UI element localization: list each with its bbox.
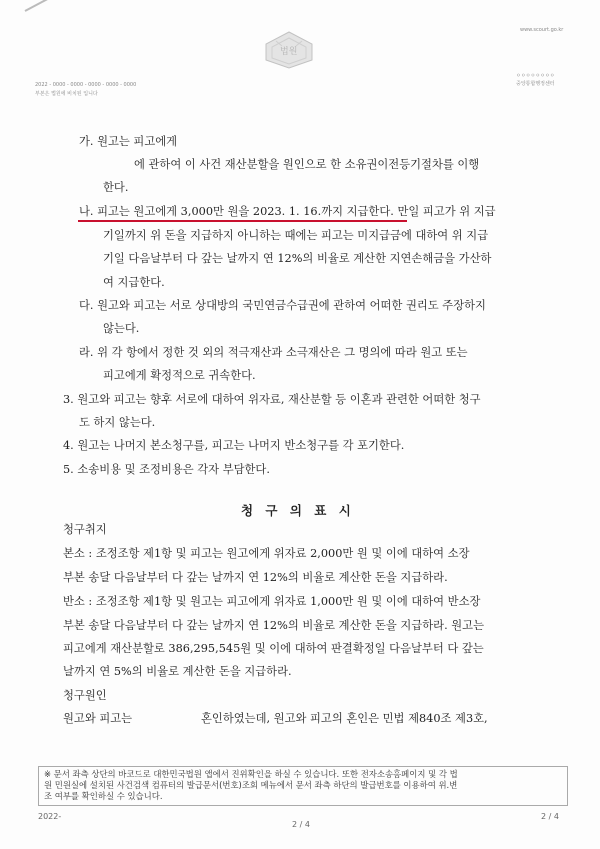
claim-cause-cont: 혼인하였는데, 원고와 피고의 혼인은 민법 제840조 제3호,: [201, 712, 488, 725]
claim-cause-start: 원고와 피고는: [63, 712, 133, 725]
header-right-code: ㅇㅇㅇㅇㅇㅇㅇㅇ: [516, 73, 555, 79]
clause-na: 나. 피고는 원고에게 3,000만 원을 2023. 1. 16.까지 지급한다. 만일 피고가 위 지급: [79, 205, 496, 218]
claim-purpose-label: 청구취지: [63, 523, 107, 536]
clause-3-end: 도 하지 않는다.: [79, 416, 156, 429]
counter-claim-cont2: 피고에게 재산분할로 386,295,545원 및 이에 대하여 판결확정일 다음날부터 다 갚는: [63, 642, 484, 655]
clause-da: 다. 원고와 피고는 서로 상대방의 국민연금수급권에 관하여 어떠한 권리도 주장하지: [79, 299, 486, 312]
clause-ra: 라. 위 각 항에서 정한 것 외의 적극재산과 소극재산은 그 명의에 따라 원고 또는: [79, 346, 468, 359]
red-underline: [78, 220, 407, 222]
clause-na-cont1: 기일까지 위 돈을 지급하지 아니하는 때에는 피고는 미지급금에 대하여 위 지급: [103, 229, 489, 242]
counter-claim-end: 날까지 연 5%의 비율로 계산한 돈을 지급하라.: [63, 665, 292, 678]
notice-line-1: ※ 문서 좌측 상단의 바코드로 대한민국법원 앱에서 진위확인을 하실 수 있습니다. 또한 전자소송홈페이지 및 각 법: [44, 769, 458, 779]
clause-na-end: 여 지급한다.: [103, 276, 165, 289]
clause-5: 5. 소송비용 및 조정비용은 각자 부담한다.: [63, 463, 270, 476]
court-seal-label: 법원: [280, 47, 298, 57]
main-claim: 본소 : 조정조항 제1항 및 피고는 원고에게 위자료 2,000만 원 및 이에 대하여 소장: [63, 547, 470, 560]
header-right-center: 중앙통합행정센터: [516, 81, 555, 87]
court-seal-icon: [262, 30, 316, 70]
issue-number: 2022-: [38, 812, 62, 821]
clause-ga-cont: 에 관하여 이 사건 재산분할을 원인으로 한 소유권이전등기절차를 이행: [134, 158, 480, 171]
header-copy-note: 부본은 법원에 비치된 입니다: [35, 91, 98, 97]
clause-ga-end: 한다.: [103, 181, 129, 194]
header-url: www.scourt.go.kr: [520, 27, 564, 33]
verification-notice: [38, 766, 568, 806]
main-claim-cont: 부본 송달 다음날부터 다 갚는 날까지 연 12%의 비율로 계산한 돈을 지급하라.: [63, 571, 448, 584]
counter-claim: 반소 : 조정조항 제1항 및 원고는 피고에게 위자료 1,000만 원 및 이에 대하여 반소장: [63, 595, 481, 608]
clause-na-cont2: 기일 다음날부터 다 갚는 날까지 연 12%의 비율로 계산한 지연손해금을 가산하: [103, 252, 492, 265]
section-heading: 청 구 의 표 시: [241, 503, 355, 518]
clause-3: 3. 원고와 피고는 향후 서로에 대하여 위자료, 재산분할 등 이혼과 관련한 어떠한 청구: [63, 393, 481, 406]
counter-claim-cont1: 부본 송달 다음날부터 다 갚는 날까지 연 12%의 비율로 계산한 돈을 지급하라. 원고는: [63, 619, 485, 632]
notice-line-3: 조 여부를 확인하실 수 있습니다.: [44, 791, 163, 801]
scan-mark: [25, 0, 61, 12]
page-number-center: 2 / 4: [292, 820, 310, 829]
notice-line-2: 원 민원실에 설치된 사건검색 컴퓨터의 발급문서(번호)조회 메뉴에서 문서 좌측 하단의 발급번호를 이용하여 위.변: [44, 780, 458, 790]
clause-da-end: 않는다.: [103, 322, 140, 335]
clause-ga: 가. 원고는 피고에게: [79, 135, 178, 148]
clause-ra-end: 피고에게 확정적으로 귀속한다.: [103, 369, 256, 382]
clause-4: 4. 원고는 나머지 본소청구를, 피고는 나머지 반소청구를 각 포기한다.: [63, 439, 405, 452]
header-issue-code: 2022 - 0000 - 0000 - 0000 - 0000 - 0000: [35, 82, 137, 88]
page-number-right: 2 / 4: [541, 812, 559, 821]
claim-cause-label: 청구원인: [63, 689, 107, 702]
